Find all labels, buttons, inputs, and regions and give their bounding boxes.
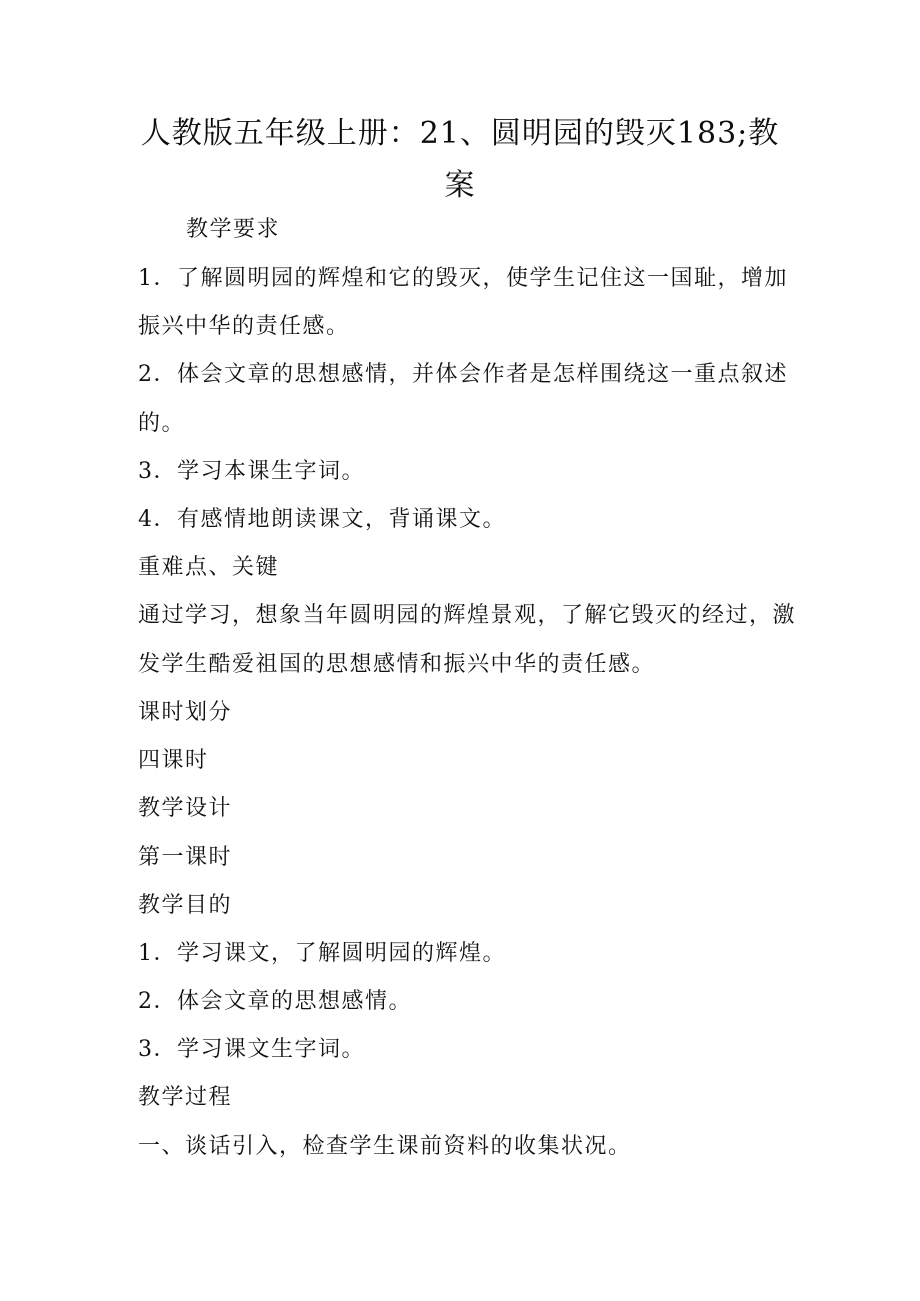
paragraph-line: 4．有感情地朗读课文，背诵课文。 [138, 507, 506, 532]
paragraph-line: 的。 [138, 411, 186, 436]
paragraph-line: 3．学习本课生字词。 [138, 459, 365, 484]
section-heading-teaching-purpose: 教学目的 [138, 893, 233, 918]
section-heading-lesson-division: 课时划分 [138, 700, 233, 725]
section-heading-first-lesson: 第一课时 [138, 845, 233, 870]
paragraph-line: 1．学习课文，了解圆明园的辉煌。 [138, 941, 506, 966]
section-heading-teaching-design: 教学设计 [138, 796, 233, 821]
title-line-1: 人教版五年级上册：21、圆明园的毁灭183;教 [140, 116, 780, 151]
paragraph-line: 2．体会文章的思想感情。 [138, 989, 412, 1014]
title-line-2: 案 [444, 168, 476, 203]
paragraph-line: 四课时 [138, 748, 209, 773]
paragraph-line: 3．学习课文生字词。 [138, 1037, 365, 1062]
section-heading-teaching-process: 教学过程 [138, 1085, 233, 1110]
paragraph-line: 一、谈话引入，检查学生课前资料的收集状况。 [138, 1134, 632, 1159]
paragraph-line: 发学生酷爱祖国的思想感情和振兴中华的责任感。 [138, 652, 656, 677]
document-title [130, 108, 790, 212]
paragraph-line: 振兴中华的责任感。 [138, 314, 350, 339]
section-heading-key-points: 重难点、关键 [138, 555, 280, 580]
paragraph-line: 通过学习，想象当年圆明园的辉煌景观，了解它毁灭的经过，激 [138, 603, 797, 628]
paragraph-line: 2．体会文章的思想感情，并体会作者是怎样围绕这一重点叙述 [138, 362, 788, 387]
paragraph-line: 1．了解圆明园的辉煌和它的毁灭，使学生记住这一国耻，增加 [138, 266, 788, 291]
section-heading-teaching-requirements: 教学要求 [186, 217, 281, 242]
